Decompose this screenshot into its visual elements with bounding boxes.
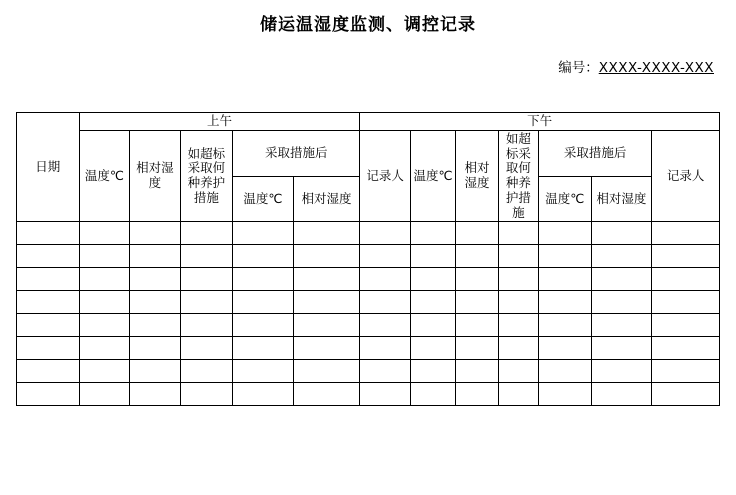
cell-morning-humidity[interactable] (130, 360, 180, 383)
cell-date[interactable] (17, 222, 80, 245)
cell-afternoon-recorder[interactable] (652, 337, 720, 360)
cell-morning-temperature[interactable] (79, 383, 129, 406)
cell-afternoon-recorder[interactable] (652, 383, 720, 406)
cell-morning-recorder[interactable] (360, 360, 410, 383)
cell-morning-after-temperature[interactable] (233, 268, 294, 291)
header-morning-temperature: 温度℃ (79, 130, 129, 222)
cell-morning-recorder[interactable] (360, 222, 410, 245)
cell-morning-after-humidity[interactable] (293, 245, 360, 268)
header-afternoon-after-measures: 采取措施后 (539, 130, 652, 176)
serial-number-label: 编号： (558, 60, 599, 76)
cell-afternoon-recorder[interactable] (652, 245, 720, 268)
header-morning-recorder: 记录人 (360, 130, 410, 222)
cell-afternoon-after-humidity[interactable] (591, 337, 652, 360)
cell-date[interactable] (17, 268, 80, 291)
cell-morning-recorder[interactable] (360, 383, 410, 406)
cell-afternoon-after-humidity[interactable] (591, 268, 652, 291)
cell-morning-temperature[interactable] (79, 291, 129, 314)
cell-morning-after-temperature[interactable] (233, 337, 294, 360)
cell-date[interactable] (17, 291, 80, 314)
header-afternoon-after-temperature: 温度℃ (539, 176, 592, 222)
header-afternoon-temperature: 温度℃ (410, 130, 455, 222)
table-row (17, 291, 720, 314)
serial-number-value: XXXX-XXXX-XXX (598, 60, 714, 76)
page-title: 储运温湿度监测、调控记录 (260, 15, 476, 35)
table-row (17, 337, 720, 360)
cell-afternoon-recorder[interactable] (652, 360, 720, 383)
cell-morning-after-temperature[interactable] (233, 360, 294, 383)
header-afternoon-humidity: 相对湿度 (456, 130, 498, 222)
header-afternoon-measures-taken: 如超标采取何种养护措施 (498, 130, 538, 222)
cell-morning-after-humidity[interactable] (293, 268, 360, 291)
cell-morning-after-temperature[interactable] (233, 383, 294, 406)
cell-morning-recorder[interactable] (360, 291, 410, 314)
header-morning-after-humidity: 相对湿度 (293, 176, 360, 222)
cell-morning-recorder[interactable] (360, 337, 410, 360)
header-date: 日期 (17, 113, 80, 222)
cell-date[interactable] (17, 245, 80, 268)
cell-morning-temperature[interactable] (79, 360, 129, 383)
header-morning-after-measures: 采取措施后 (233, 130, 360, 176)
cell-afternoon-recorder[interactable] (652, 222, 720, 245)
cell-afternoon-recorder[interactable] (652, 291, 720, 314)
cell-afternoon-after-temperature[interactable] (539, 268, 592, 291)
table-row (17, 222, 720, 245)
cell-afternoon-temperature[interactable] (410, 222, 455, 245)
cell-date[interactable] (17, 383, 80, 406)
cell-morning-after-humidity[interactable] (293, 360, 360, 383)
cell-morning-after-temperature[interactable] (233, 314, 294, 337)
cell-morning-after-temperature[interactable] (233, 245, 294, 268)
header-afternoon: 下午 (360, 113, 720, 131)
table-row (17, 314, 720, 337)
cell-afternoon-measures[interactable] (498, 360, 538, 383)
cell-afternoon-after-humidity[interactable] (591, 245, 652, 268)
header-morning: 上午 (79, 113, 360, 131)
cell-morning-measures[interactable] (180, 291, 233, 314)
temperature-humidity-record-table (16, 112, 720, 406)
cell-afternoon-after-temperature[interactable] (539, 314, 592, 337)
cell-date[interactable] (17, 337, 80, 360)
cell-afternoon-humidity[interactable] (456, 222, 498, 245)
cell-afternoon-temperature[interactable] (410, 245, 455, 268)
cell-morning-humidity[interactable] (130, 314, 180, 337)
cell-afternoon-temperature[interactable] (410, 337, 455, 360)
cell-afternoon-measures[interactable] (498, 383, 538, 406)
serial-number-line (558, 56, 714, 76)
header-afternoon-after-humidity: 相对湿度 (591, 176, 652, 222)
cell-date[interactable] (17, 314, 80, 337)
cell-morning-measures[interactable] (180, 383, 233, 406)
header-afternoon-recorder: 记录人 (652, 130, 720, 222)
cell-afternoon-after-humidity[interactable] (591, 360, 652, 383)
cell-morning-after-humidity[interactable] (293, 337, 360, 360)
cell-afternoon-temperature[interactable] (410, 360, 455, 383)
table-row (17, 383, 720, 406)
cell-morning-temperature[interactable] (79, 222, 129, 245)
cell-afternoon-after-temperature[interactable] (539, 360, 592, 383)
cell-afternoon-temperature[interactable] (410, 383, 455, 406)
cell-afternoon-after-temperature[interactable] (539, 222, 592, 245)
cell-afternoon-measures[interactable] (498, 291, 538, 314)
cell-afternoon-after-temperature[interactable] (539, 383, 592, 406)
cell-afternoon-recorder[interactable] (652, 268, 720, 291)
cell-afternoon-temperature[interactable] (410, 291, 455, 314)
cell-afternoon-humidity[interactable] (456, 360, 498, 383)
cell-morning-recorder[interactable] (360, 314, 410, 337)
cell-afternoon-humidity[interactable] (456, 337, 498, 360)
header-morning-humidity: 相对湿度 (130, 130, 180, 222)
cell-morning-humidity[interactable] (130, 291, 180, 314)
cell-date[interactable] (17, 360, 80, 383)
cell-afternoon-temperature[interactable] (410, 314, 455, 337)
cell-afternoon-temperature[interactable] (410, 268, 455, 291)
cell-morning-after-humidity[interactable] (293, 222, 360, 245)
cell-morning-after-temperature[interactable] (233, 291, 294, 314)
cell-morning-measures[interactable] (180, 314, 233, 337)
cell-morning-recorder[interactable] (360, 268, 410, 291)
cell-morning-after-humidity[interactable] (293, 291, 360, 314)
cell-afternoon-measures[interactable] (498, 268, 538, 291)
cell-afternoon-measures[interactable] (498, 245, 538, 268)
cell-afternoon-humidity[interactable] (456, 268, 498, 291)
cell-morning-after-temperature[interactable] (233, 222, 294, 245)
cell-morning-humidity[interactable] (130, 245, 180, 268)
cell-afternoon-recorder[interactable] (652, 314, 720, 337)
cell-morning-humidity[interactable] (130, 222, 180, 245)
cell-afternoon-after-temperature[interactable] (539, 245, 592, 268)
header-morning-after-temperature: 温度℃ (233, 176, 294, 222)
table-row (17, 360, 720, 383)
cell-afternoon-measures[interactable] (498, 314, 538, 337)
table-header-row-2 (17, 130, 720, 176)
cell-afternoon-humidity[interactable] (456, 314, 498, 337)
cell-afternoon-after-humidity[interactable] (591, 383, 652, 406)
cell-afternoon-measures[interactable] (498, 337, 538, 360)
cell-morning-measures[interactable] (180, 360, 233, 383)
table-header-row-1 (17, 113, 720, 131)
table-row (17, 245, 720, 268)
table-row (17, 268, 720, 291)
cell-afternoon-after-humidity[interactable] (591, 291, 652, 314)
cell-morning-measures[interactable] (180, 268, 233, 291)
cell-morning-after-humidity[interactable] (293, 314, 360, 337)
cell-morning-temperature[interactable] (79, 314, 129, 337)
cell-afternoon-after-humidity[interactable] (591, 222, 652, 245)
cell-morning-humidity[interactable] (130, 383, 180, 406)
cell-morning-humidity[interactable] (130, 337, 180, 360)
header-morning-measures-taken: 如超标采取何种养护措施 (180, 130, 233, 222)
cell-morning-recorder[interactable] (360, 245, 410, 268)
cell-morning-temperature[interactable] (79, 268, 129, 291)
cell-morning-measures[interactable] (180, 337, 233, 360)
cell-morning-measures[interactable] (180, 222, 233, 245)
cell-morning-temperature[interactable] (79, 337, 129, 360)
cell-morning-after-humidity[interactable] (293, 383, 360, 406)
cell-morning-measures[interactable] (180, 245, 233, 268)
cell-afternoon-measures[interactable] (498, 222, 538, 245)
cell-afternoon-humidity[interactable] (456, 245, 498, 268)
cell-afternoon-humidity[interactable] (456, 291, 498, 314)
cell-afternoon-after-humidity[interactable] (591, 314, 652, 337)
cell-morning-humidity[interactable] (130, 268, 180, 291)
cell-morning-temperature[interactable] (79, 245, 129, 268)
cell-afternoon-humidity[interactable] (456, 383, 498, 406)
cell-afternoon-after-temperature[interactable] (539, 337, 592, 360)
cell-afternoon-after-temperature[interactable] (539, 291, 592, 314)
